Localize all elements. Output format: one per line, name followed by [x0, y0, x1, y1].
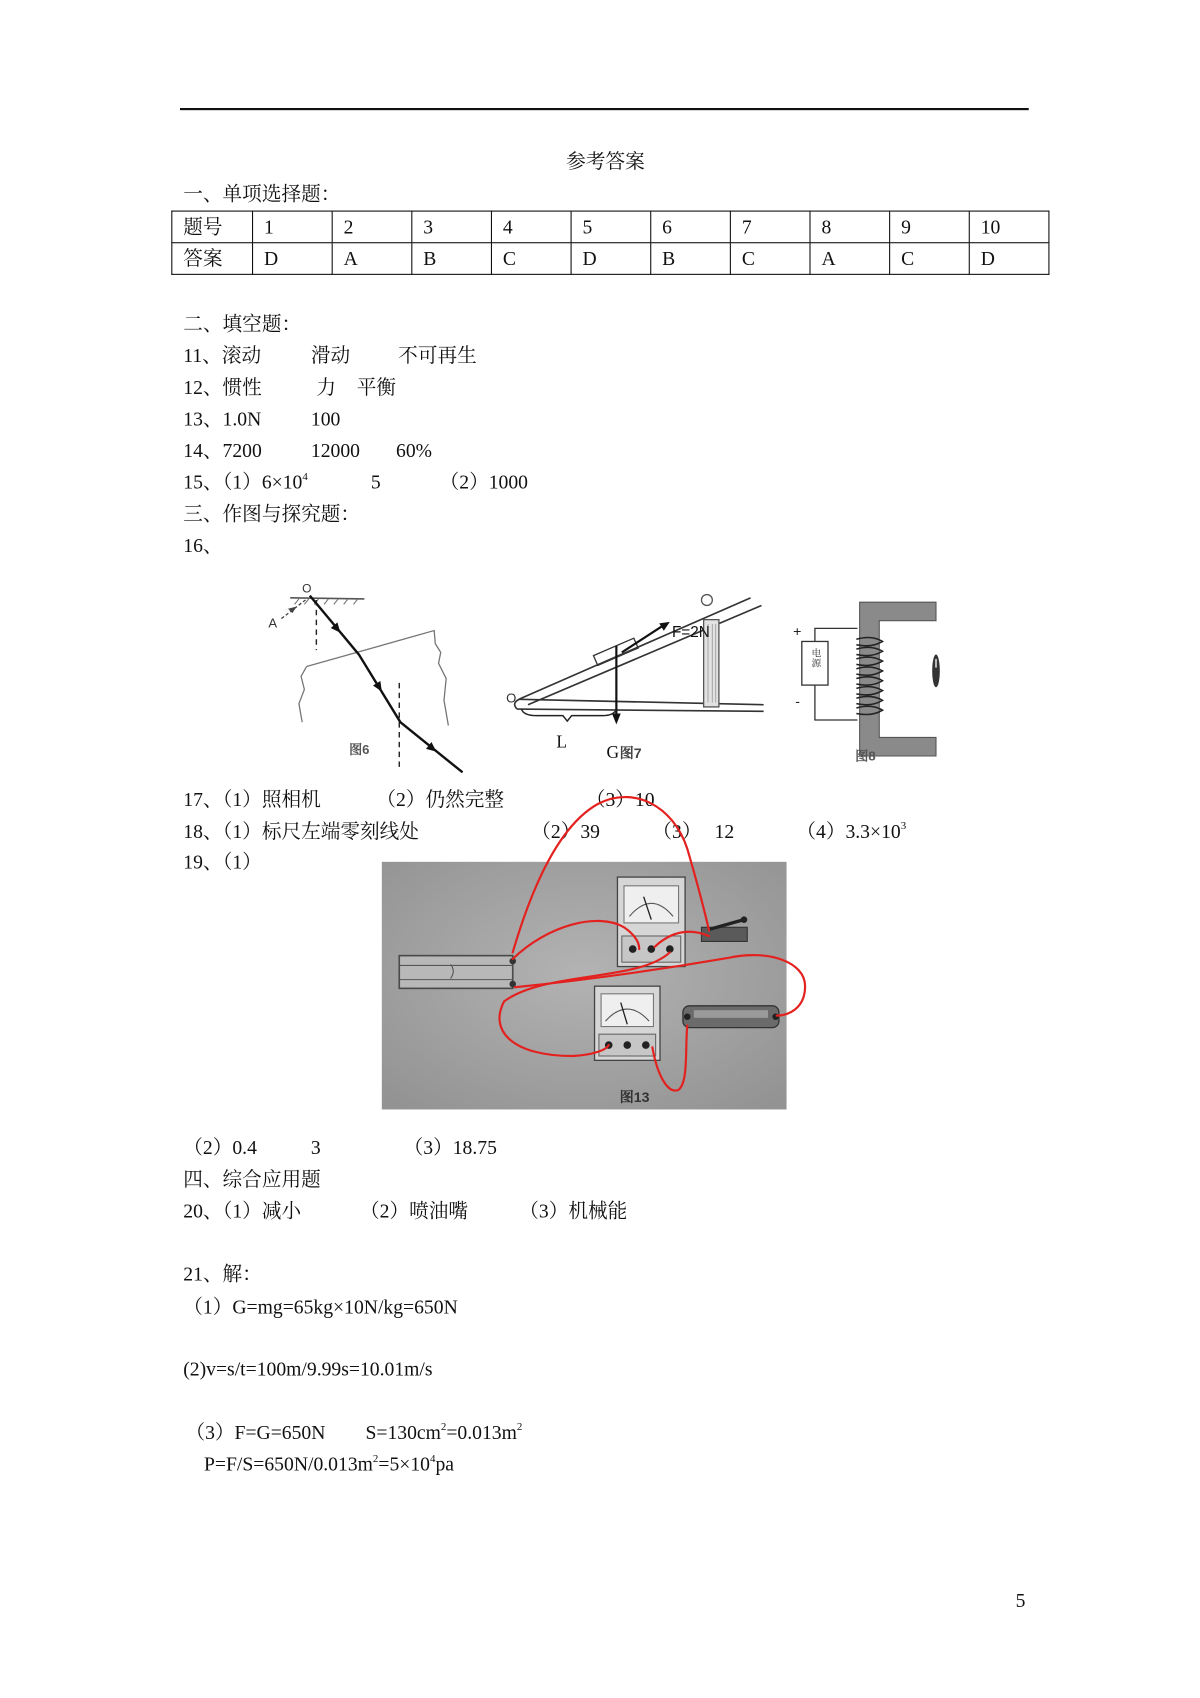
negative-terminal-label: -	[795, 693, 801, 710]
table-cell: C	[730, 243, 810, 275]
table-cell: 1	[253, 211, 333, 243]
answer-q11-part1: 11、滚动	[183, 344, 262, 367]
iron-core	[860, 602, 936, 756]
section-heading-drawing: 三、作图与探究题：	[183, 502, 360, 525]
incline-board-bottom	[528, 605, 761, 704]
rheostat-coil	[694, 1010, 768, 1018]
terminal	[772, 1013, 779, 1020]
resistor-component	[399, 956, 516, 989]
table-cell: D	[253, 243, 333, 275]
lever-arm-label: L	[556, 731, 568, 752]
table-cell: D	[571, 243, 651, 275]
page-title: 参考答案	[566, 150, 645, 173]
header-rule	[180, 108, 1029, 110]
figure-caption: 图13	[619, 1089, 650, 1106]
pivot-o-label: O	[506, 690, 517, 706]
terminal	[623, 1041, 631, 1049]
section-heading-fill: 二、填空题：	[183, 313, 302, 335]
area-converted: =0.013m	[446, 1421, 517, 1444]
answer-q12-part1: 12、惯性	[183, 376, 262, 399]
area-base: S=130cm	[365, 1421, 441, 1444]
figure-8-electromagnet	[788, 598, 941, 767]
table-cell: A	[810, 243, 890, 275]
answer-q17-part3: （3）10	[585, 788, 655, 811]
table-cell: 4	[491, 211, 571, 243]
answer-q21-step3-area	[365, 1421, 522, 1443]
answer-q17-part1: 17、（1）照相机	[183, 788, 321, 811]
table-cell: B	[412, 243, 492, 275]
terminal	[684, 1013, 691, 1020]
answer-q18-part3: （3）	[652, 820, 702, 843]
point-a-label: A	[268, 615, 278, 631]
answer-q18-part1: 18、（1）标尺左端零刻线处	[183, 820, 419, 843]
table-cell: 6	[651, 211, 731, 243]
answer-q11-part3: 不可再生	[398, 344, 477, 367]
exponent: 3	[900, 820, 907, 833]
table-cell: 7	[730, 211, 810, 243]
table-cell: 答案	[172, 243, 253, 275]
figure-caption: 图6	[349, 741, 370, 757]
exponent: 4	[302, 471, 308, 484]
table-row-answers	[172, 243, 1049, 275]
table-cell: B	[651, 243, 731, 275]
table-row-question-numbers	[172, 211, 1049, 243]
exponent: 4	[429, 1453, 436, 1466]
answer-q13-part1: 13、1.0N	[183, 407, 262, 430]
answer-q13-part2: 100	[310, 407, 341, 430]
answer-q12-part2: 力	[316, 376, 336, 399]
pressure-result: =5×10	[378, 1453, 430, 1475]
answer-q12-part3: 平衡	[356, 376, 396, 399]
figure-13-circuit-photo	[376, 785, 823, 1112]
table-cell: D	[969, 243, 1049, 275]
glass-block-outline	[307, 631, 449, 726]
figure-caption: 图7	[619, 746, 642, 763]
resistor-frame	[399, 956, 512, 989]
terminal	[642, 1041, 650, 1049]
table-cell: C	[890, 243, 970, 275]
base-board-top	[519, 699, 763, 704]
answer-table	[171, 211, 1049, 275]
figure-caption: 图8	[855, 748, 876, 764]
pressure-formula: P=F/S=650N/0.013m	[203, 1453, 373, 1475]
base-board-bottom	[517, 709, 764, 711]
table-cell: A	[332, 243, 412, 275]
figure-7-lever	[504, 587, 771, 767]
answer-q20-part2: （2）喷油嘴	[359, 1199, 468, 1222]
exponent: 2	[372, 1453, 379, 1466]
rheostat	[683, 1006, 779, 1028]
glass-block-left-edge	[299, 667, 307, 723]
section-heading-choice: 一、单项选择题：	[183, 183, 341, 206]
answer-q21-step4-pressure	[204, 1453, 454, 1475]
pressure-unit: pa	[435, 1453, 454, 1475]
answer-q15-part1	[183, 471, 308, 493]
exponent: 2	[516, 1421, 523, 1434]
answer-q21-step1: （1）G=mg=65kg×10N/kg=650N	[183, 1295, 458, 1318]
gravity-arrowhead	[612, 713, 621, 724]
table-cell: 3	[412, 211, 492, 243]
answer-q20-part1: 20、（1）减小	[183, 1199, 302, 1222]
incident-arrowhead	[288, 607, 297, 614]
lever-arm-brace	[521, 709, 616, 721]
answer-q15-part3: （2）1000	[439, 471, 528, 494]
answer-q18-part2: （2）39	[531, 820, 600, 843]
answer-q19-part2-value: 3	[310, 1136, 321, 1159]
pulley	[701, 595, 712, 606]
answer-q19-part2: （2）0.4	[183, 1136, 257, 1159]
table-cell: 9	[890, 211, 970, 243]
answer-q16-label: 16、	[183, 534, 223, 557]
table-cell: 题号	[172, 211, 253, 243]
terminal	[629, 945, 637, 953]
section-heading-application: 四、综合应用题	[183, 1168, 321, 1191]
answer-q19-part3: （3）18.75	[403, 1136, 497, 1159]
answer-q19-label: 19、（1）	[183, 850, 262, 873]
surface-line	[290, 598, 364, 599]
force-label: F=2N	[671, 624, 710, 642]
answer-q15-part2: 5	[370, 471, 381, 494]
answer-q21-label: 21、解：	[183, 1263, 262, 1286]
answer-q21-step2: (2)v=s/t=100m/9.99s=10.01m/s	[183, 1358, 433, 1380]
table-cell: C	[491, 243, 571, 275]
figure-6-refraction	[262, 576, 480, 778]
answer-q15-base: 15、（1）6×10	[183, 471, 303, 494]
table-cell: 8	[810, 211, 890, 243]
answer-q11-part2: 滑动	[310, 344, 351, 367]
meter-dial	[601, 994, 653, 1027]
table-cell: 5	[571, 211, 651, 243]
answer-q14-part2: 12000	[310, 439, 360, 462]
answer-q21-step3-force: （3）F=G=650N	[185, 1421, 326, 1444]
answer-q14-part1: 14、7200	[183, 439, 262, 462]
positive-terminal-label: +	[793, 623, 802, 640]
light-ray	[310, 596, 463, 773]
table-cell: 10	[969, 211, 1049, 243]
gravity-label: G	[606, 742, 620, 763]
answer-q18-part3-value: 12	[714, 820, 735, 843]
answer-q20-part3: （3）机械能	[519, 1199, 628, 1222]
answer-q14-part3: 60%	[395, 439, 432, 462]
switch-knob	[741, 916, 748, 923]
page-number: 5	[1015, 1589, 1026, 1612]
answer-q17-part2: （2）仍然完整	[376, 788, 504, 811]
exponent: 2	[440, 1421, 447, 1434]
ammeter	[617, 877, 685, 966]
meter-dial	[624, 886, 679, 923]
answer-q18-base: （4）3.3×10	[796, 820, 901, 843]
table-cell: 2	[332, 211, 412, 243]
point-o-label: O	[302, 581, 312, 596]
power-source-label: 电源	[809, 647, 821, 668]
